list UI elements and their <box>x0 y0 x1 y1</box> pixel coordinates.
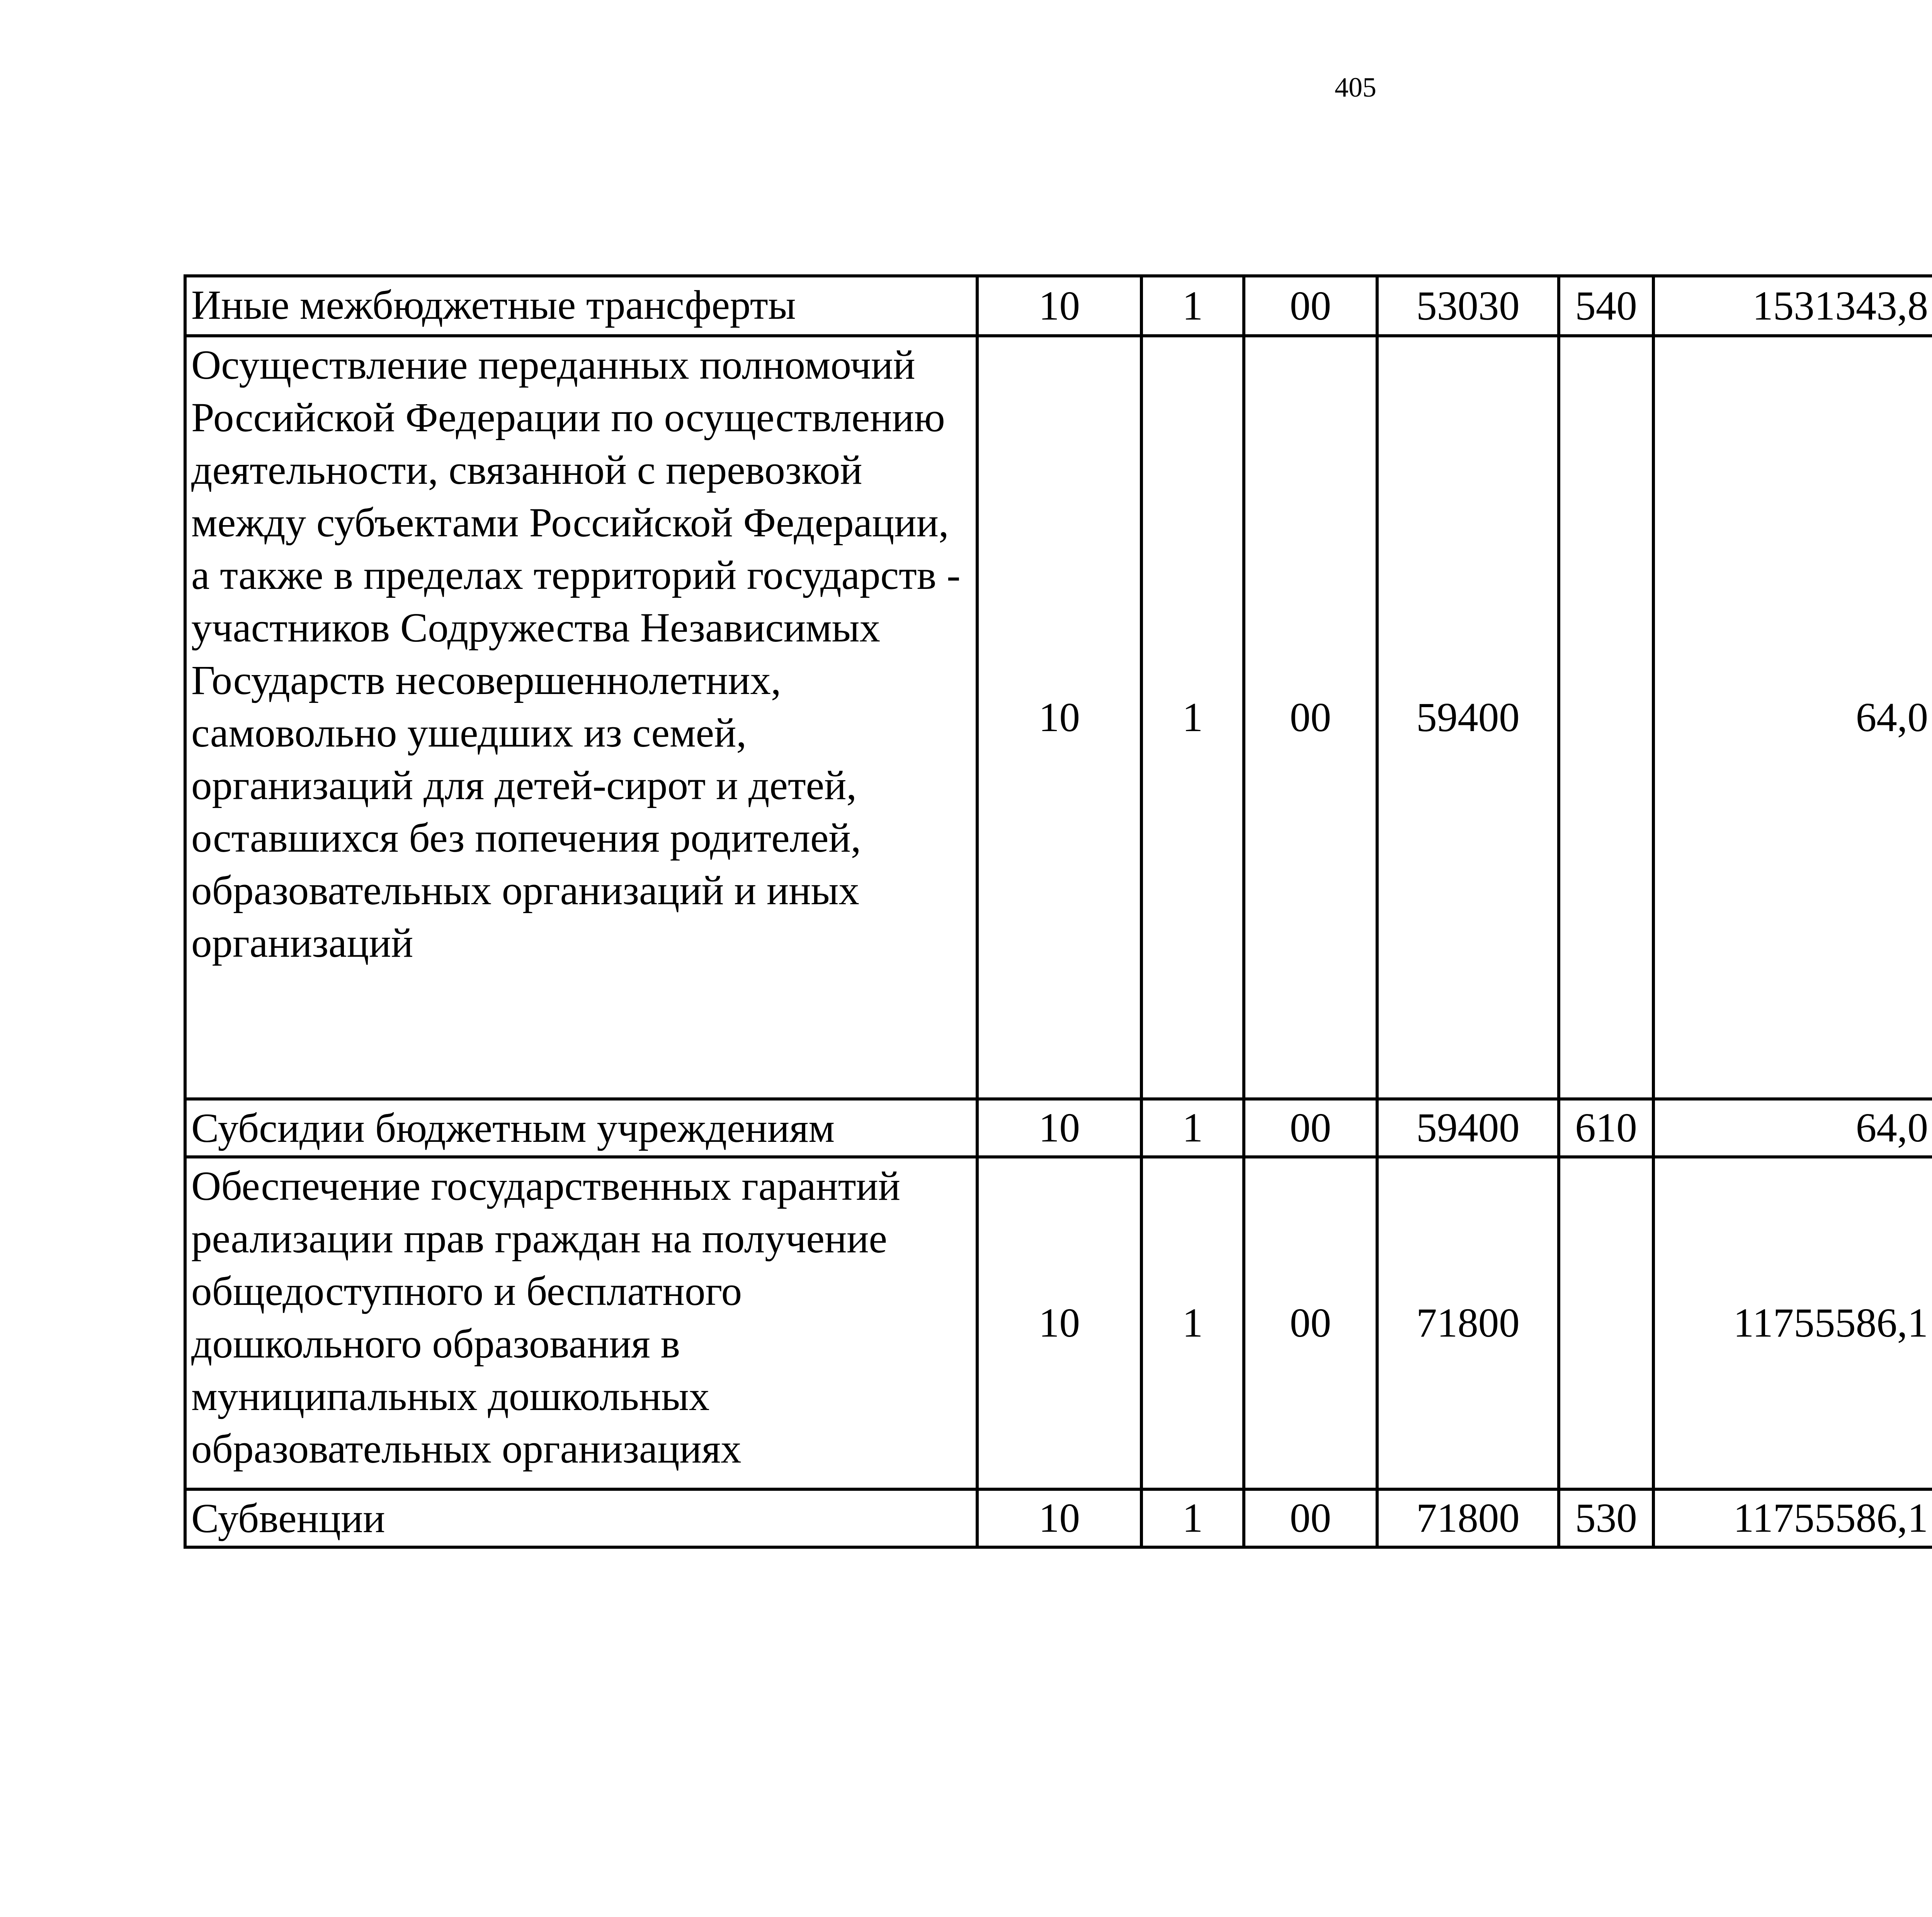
amount-year-1: 64,0 <box>1653 336 1932 1099</box>
table-row <box>185 1489 1932 1547</box>
page-number: 405 <box>1335 72 1376 103</box>
row-name: Субвенции <box>185 1489 977 1547</box>
subsection-code: 1 <box>1141 276 1244 336</box>
section-code: 10 <box>977 1099 1141 1157</box>
subsection-code: 1 <box>1141 1099 1244 1157</box>
section-code: 10 <box>977 276 1141 336</box>
expense-type-code: 610 <box>1559 1099 1653 1157</box>
program-code: 00 <box>1244 1099 1377 1157</box>
table-row <box>185 1157 1932 1489</box>
program-code: 00 <box>1244 1157 1377 1489</box>
program-code: 00 <box>1244 276 1377 336</box>
row-name: Иные межбюджетные трансферты <box>185 276 977 336</box>
row-name: Осуществление переданных полномочий Российской Федерации по осуществлению деятельности, связанной с перевозкой между субъектами Российской Федерации, а также в пределах территорий государств - участников Содружества Независимых Государств несовершеннолетних, самовольно ушедших из семей, организаций для детей-сирот и детей, оставшихся без попечения родителей, образовательных организаций и иных организаций <box>185 336 977 1099</box>
subsection-code: 1 <box>1141 1157 1244 1489</box>
subsection-code: 1 <box>1141 1489 1244 1547</box>
amount-year-1: 11755586,1 <box>1653 1489 1932 1547</box>
target-item-code: 59400 <box>1377 1099 1559 1157</box>
subsection-code: 1 <box>1141 336 1244 1099</box>
section-code: 10 <box>977 1157 1141 1489</box>
budget-table <box>184 274 1932 1549</box>
target-item-code: 53030 <box>1377 276 1559 336</box>
program-code: 00 <box>1244 336 1377 1099</box>
target-item-code: 59400 <box>1377 336 1559 1099</box>
expense-type-code <box>1559 1157 1653 1489</box>
table-row <box>185 276 1932 336</box>
section-code: 10 <box>977 1489 1141 1547</box>
amount-year-1: 1531343,8 <box>1653 276 1932 336</box>
expense-type-code: 540 <box>1559 276 1653 336</box>
section-code: 10 <box>977 336 1141 1099</box>
program-code: 00 <box>1244 1489 1377 1547</box>
table-row <box>185 336 1932 1099</box>
target-item-code: 71800 <box>1377 1157 1559 1489</box>
expense-type-code: 530 <box>1559 1489 1653 1547</box>
amount-year-1: 64,0 <box>1653 1099 1932 1157</box>
row-name: Обеспечение государственных гарантий реализации прав граждан на получение общедоступного и бесплатного дошкольного образования в муниципальных дошкольных образовательных организациях <box>185 1157 977 1489</box>
table-row <box>185 1099 1932 1157</box>
expense-type-code <box>1559 336 1653 1099</box>
amount-year-1: 11755586,1 <box>1653 1157 1932 1489</box>
row-name: Субсидии бюджетным учреждениям <box>185 1099 977 1157</box>
target-item-code: 71800 <box>1377 1489 1559 1547</box>
